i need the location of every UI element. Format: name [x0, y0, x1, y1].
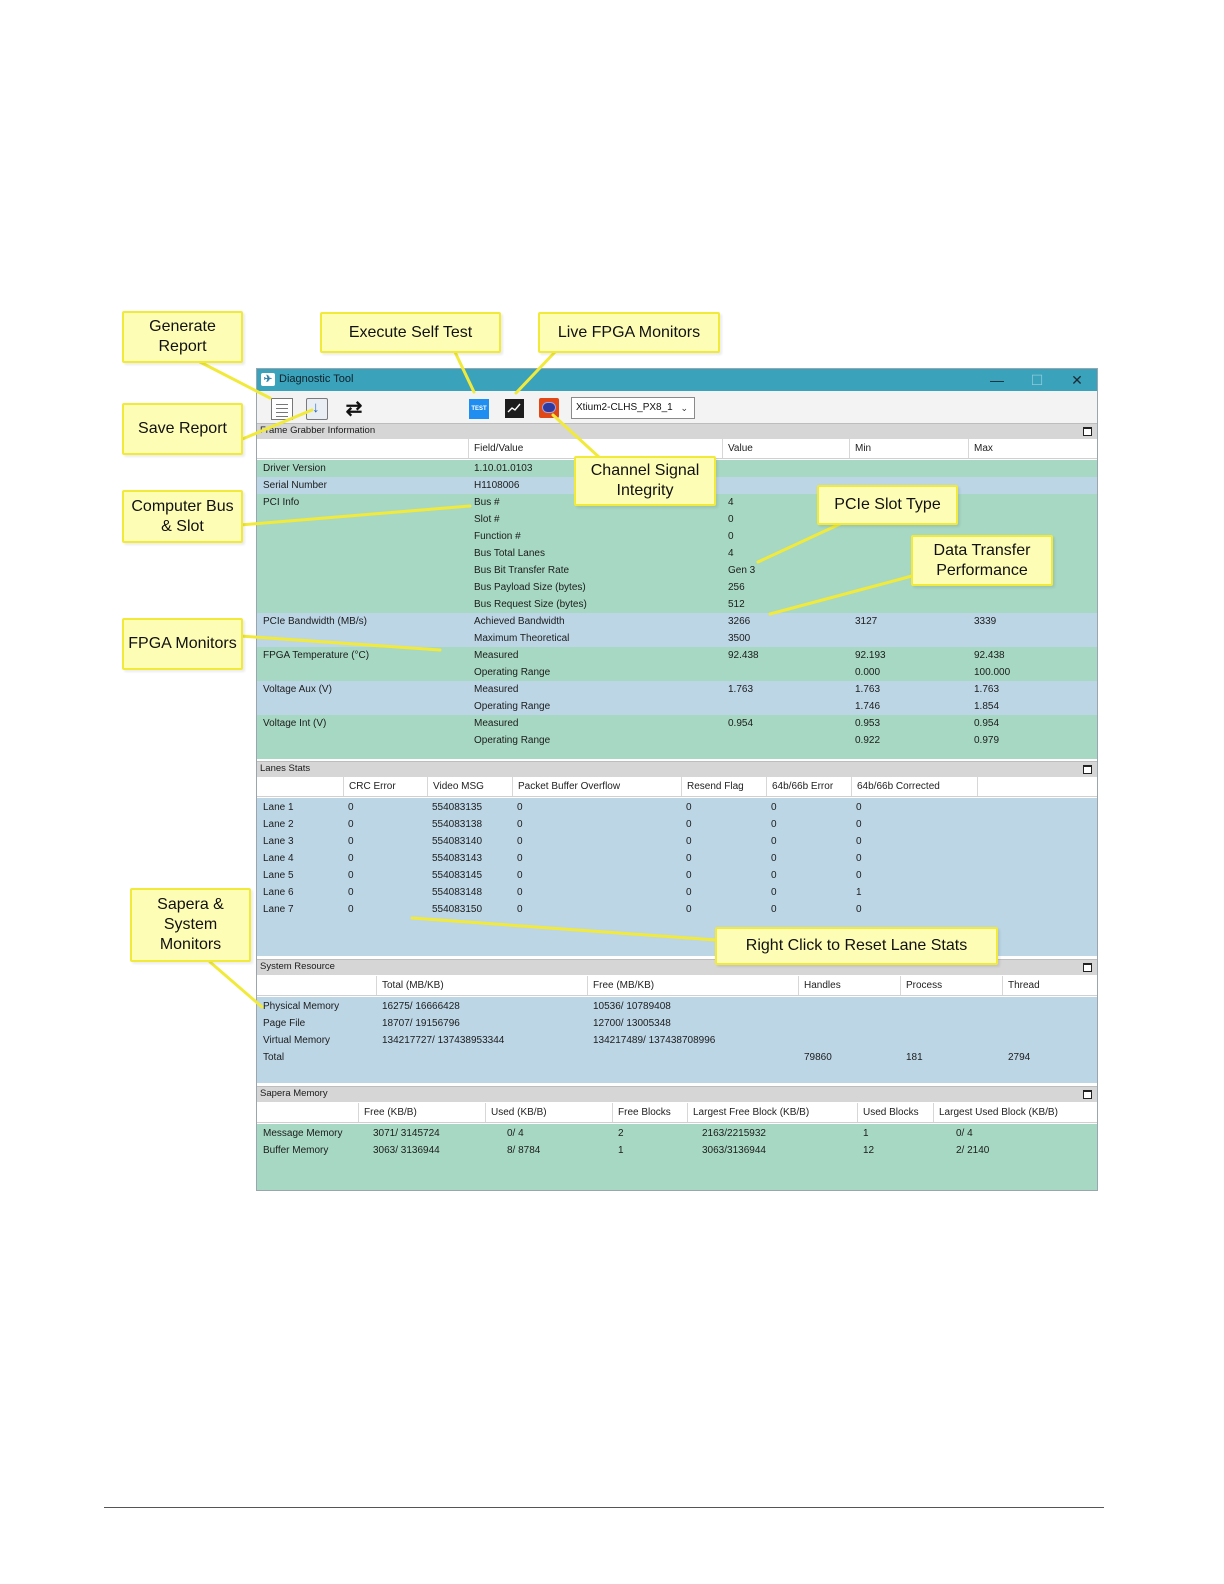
table-cell: Measured	[474, 718, 519, 729]
callout-channel-signal-integrity: Channel Signal Integrity	[574, 456, 716, 506]
table-cell: 256	[728, 582, 745, 593]
table-row	[257, 698, 1097, 715]
callout-data-transfer-performance: Data Transfer Performance	[911, 535, 1053, 586]
section-title: Sapera Memory	[260, 1088, 328, 1099]
lane-row	[257, 884, 1097, 901]
table-cell: Maximum Theoretical	[474, 633, 570, 644]
collapse-icon[interactable]	[1083, 1090, 1092, 1099]
table-cell: 554083148	[432, 887, 483, 898]
lanes-column-header	[257, 777, 1097, 797]
table-cell: 554083135	[432, 802, 483, 813]
table-cell: 1	[863, 1128, 869, 1139]
column-header: Thread	[1002, 976, 1098, 995]
table-cell: 3063/3136944	[702, 1145, 766, 1156]
table-cell: 0	[686, 870, 692, 881]
table-cell: Slot #	[474, 514, 500, 525]
table-cell: Measured	[474, 684, 519, 695]
table-cell: 8/ 8784	[507, 1145, 541, 1156]
table-cell: 0.000	[855, 667, 881, 678]
table-cell: 0	[771, 904, 777, 915]
table-cell: 0	[348, 853, 354, 864]
column-header: Field/Value	[468, 439, 722, 458]
table-cell: 0	[517, 802, 523, 813]
table-cell: 0	[728, 531, 734, 542]
table-cell: 0	[728, 514, 734, 525]
table-cell: 512	[728, 599, 745, 610]
table-cell: Bus Payload Size (bytes)	[474, 582, 586, 593]
callout-execute-self-test: Execute Self Test	[320, 312, 501, 353]
table-cell: 1.763	[974, 684, 1000, 695]
table-row	[257, 613, 1097, 630]
table-cell: Bus Request Size (bytes)	[474, 599, 587, 610]
table-cell: 0/ 4	[507, 1128, 524, 1139]
table-cell: Lane 3	[263, 836, 294, 847]
table-row	[257, 1032, 1097, 1049]
table-cell: Lane 2	[263, 819, 294, 830]
table-cell: 554083145	[432, 870, 483, 881]
column-header	[257, 777, 343, 796]
table-cell: Operating Range	[474, 701, 551, 712]
column-header: Free (KB/B)	[358, 1103, 485, 1122]
table-cell: 92.193	[855, 650, 886, 661]
table-cell: 1	[618, 1145, 624, 1156]
section-title: Lanes Stats	[260, 763, 311, 774]
table-row	[257, 1049, 1097, 1066]
column-header	[257, 439, 468, 458]
sapera-column-header	[257, 1103, 1097, 1123]
table-cell: 3266	[728, 616, 751, 627]
section-title: Frame Grabber Information	[260, 425, 376, 436]
column-header: Video MSG	[427, 777, 512, 796]
table-cell: 12	[863, 1145, 875, 1156]
table-cell: PCI Info	[263, 497, 300, 508]
lane-row	[257, 850, 1097, 867]
column-header: 64b/66b Error	[766, 777, 851, 796]
table-cell: 100.000	[974, 667, 1011, 678]
table-row	[257, 1125, 1097, 1142]
table-cell: 2	[618, 1128, 624, 1139]
table-cell: 0	[771, 836, 777, 847]
table-cell: Total	[263, 1052, 285, 1063]
column-header	[257, 976, 376, 995]
table-cell: 1	[856, 887, 862, 898]
table-cell: Bus #	[474, 497, 500, 508]
table-cell: Measured	[474, 650, 519, 661]
sapera-section-header[interactable]	[257, 1086, 1097, 1102]
table-cell: 0	[517, 870, 523, 881]
signal-integrity-icon[interactable]	[539, 398, 559, 418]
table-cell: 134217727/ 137438953344	[382, 1035, 505, 1046]
table-row	[257, 596, 1097, 613]
column-header: Largest Free Block (KB/B)	[687, 1103, 857, 1122]
callout-live-fpga-monitors: Live FPGA Monitors	[538, 312, 720, 353]
table-cell: Bus Bit Transfer Rate	[474, 565, 570, 576]
table-cell: 0	[348, 836, 354, 847]
callout-save-report: Save Report	[122, 403, 243, 455]
lanes-section-header[interactable]	[257, 761, 1097, 777]
close-button[interactable]: ✕	[1071, 372, 1083, 388]
table-cell: 1.10.01.0103	[474, 463, 533, 474]
table-cell: 0.954	[728, 718, 754, 729]
table-cell: 79860	[804, 1052, 832, 1063]
table-cell: 3063/ 3136944	[373, 1145, 440, 1156]
table-row	[257, 732, 1097, 749]
table-cell: Driver Version	[263, 463, 326, 474]
table-cell: 2/ 2140	[956, 1145, 990, 1156]
column-header: Used (KB/B)	[485, 1103, 612, 1122]
table-cell: 0	[856, 904, 862, 915]
table-cell: Lane 5	[263, 870, 294, 881]
column-header: Total (MB/KB)	[376, 976, 587, 995]
table-cell: 0	[348, 819, 354, 830]
app-logo-icon: ✈	[261, 373, 275, 386]
table-cell: 0	[856, 870, 862, 881]
table-cell: 3071/ 3145724	[373, 1128, 440, 1139]
table-row	[257, 664, 1097, 681]
lane-row	[257, 901, 1097, 918]
table-cell: 0	[686, 802, 692, 813]
device-select[interactable]	[571, 397, 695, 419]
column-header: Min	[849, 439, 968, 458]
column-header: Process	[900, 976, 1002, 995]
callout-reset-lane-stats: Right Click to Reset Lane Stats	[715, 927, 998, 965]
table-row	[257, 681, 1097, 698]
table-cell: Physical Memory	[263, 1001, 340, 1012]
column-header: Free Blocks	[612, 1103, 687, 1122]
table-cell: Message Memory	[263, 1128, 343, 1139]
table-cell: Buffer Memory	[263, 1145, 329, 1156]
column-header: Handles	[798, 976, 900, 995]
column-header	[257, 1103, 358, 1122]
table-cell: 0	[686, 819, 692, 830]
collapse-icon[interactable]	[1083, 963, 1092, 972]
table-cell: 3339	[974, 616, 997, 627]
table-cell: 0	[771, 819, 777, 830]
table-cell: Lane 6	[263, 887, 294, 898]
table-cell: PCIe Bandwidth (MB/s)	[263, 616, 367, 627]
callout-fpga-monitors: FPGA Monitors	[122, 618, 243, 670]
lane-row	[257, 816, 1097, 833]
table-cell: 1.746	[855, 701, 881, 712]
table-row	[257, 998, 1097, 1015]
table-cell: 12700/ 13005348	[593, 1018, 671, 1029]
column-header	[977, 777, 1098, 796]
table-cell: Serial Number	[263, 480, 327, 491]
table-cell: Virtual Memory	[263, 1035, 331, 1046]
column-header: Resend Flag	[681, 777, 766, 796]
title-bar[interactable]	[257, 369, 1097, 391]
table-row	[257, 715, 1097, 732]
table-row	[257, 511, 1097, 528]
callout-computer-bus-slot: Computer Bus & Slot	[122, 490, 243, 543]
table-cell: 0/ 4	[956, 1128, 973, 1139]
table-cell: 2794	[1008, 1052, 1031, 1063]
system-column-header	[257, 976, 1097, 996]
table-cell: 0	[856, 819, 862, 830]
device-select-value: Xtium2-CLHS_PX8_1	[576, 402, 673, 413]
table-cell: 554083150	[432, 904, 483, 915]
table-cell: 92.438	[728, 650, 759, 661]
callout-sapera-system-monitors: Sapera & System Monitors	[130, 888, 251, 962]
table-cell: Operating Range	[474, 667, 551, 678]
maximize-button[interactable]: ☐	[1030, 372, 1044, 388]
table-cell: Bus Total Lanes	[474, 548, 545, 559]
collapse-icon[interactable]	[1083, 765, 1092, 774]
table-cell: 554083143	[432, 853, 483, 864]
table-cell: Page File	[263, 1018, 306, 1029]
table-cell: 18707/ 19156796	[382, 1018, 460, 1029]
table-cell: 0.954	[974, 718, 1000, 729]
table-cell: 0	[686, 853, 692, 864]
table-cell: 0	[517, 819, 523, 830]
table-cell: Voltage Int (V)	[263, 718, 327, 729]
refresh-icon[interactable]: ⇄	[345, 398, 363, 420]
table-cell: 0	[771, 870, 777, 881]
chevron-down-icon: ⌄	[680, 403, 688, 413]
table-cell: 554083140	[432, 836, 483, 847]
column-header: CRC Error	[343, 777, 427, 796]
minimize-button[interactable]: —	[990, 372, 1004, 388]
generate-report-icon[interactable]	[271, 398, 293, 420]
column-header: Largest Used Block (KB/B)	[933, 1103, 1098, 1122]
column-header: Packet Buffer Overflow	[512, 777, 681, 796]
table-cell: FPGA Temperature (°C)	[263, 650, 370, 661]
table-cell: 0	[348, 887, 354, 898]
column-header: 64b/66b Corrected	[851, 777, 977, 796]
table-cell: 3500	[728, 633, 751, 644]
table-cell: 0	[771, 802, 777, 813]
save-report-icon[interactable]	[306, 398, 328, 420]
lane-row	[257, 833, 1097, 850]
table-row	[257, 630, 1097, 647]
table-cell: 4	[728, 548, 734, 559]
table-cell: Function #	[474, 531, 521, 542]
table-filler	[257, 749, 1097, 759]
table-cell: 0	[686, 904, 692, 915]
table-cell: 0.979	[974, 735, 1000, 746]
table-cell: 0	[856, 836, 862, 847]
table-cell: Gen 3	[728, 565, 756, 576]
table-cell: 0	[856, 802, 862, 813]
table-cell: 0	[686, 887, 692, 898]
table-cell: 2163/2215932	[702, 1128, 766, 1139]
table-cell: 1.854	[974, 701, 1000, 712]
table-cell: 0	[348, 904, 354, 915]
table-row	[257, 1142, 1097, 1159]
window-title: Diagnostic Tool	[279, 373, 354, 385]
table-cell: Voltage Aux (V)	[263, 684, 332, 695]
table-row	[257, 1015, 1097, 1032]
frame-grabber-section-header[interactable]	[257, 423, 1097, 439]
table-cell: 0	[771, 887, 777, 898]
table-cell: 0	[771, 853, 777, 864]
table-cell: Operating Range	[474, 735, 551, 746]
table-cell: 134217489/ 137438708996	[593, 1035, 716, 1046]
table-cell: Lane 1	[263, 802, 294, 813]
table-row	[257, 647, 1097, 664]
table-cell: 92.438	[974, 650, 1005, 661]
table-cell: 181	[906, 1052, 923, 1063]
table-cell: H1108006	[474, 480, 520, 491]
collapse-icon[interactable]	[1083, 427, 1092, 436]
lane-row	[257, 867, 1097, 884]
column-header: Max	[968, 439, 1098, 458]
table-cell: 0	[517, 904, 523, 915]
table-cell: 0	[348, 802, 354, 813]
table-cell: 0.922	[855, 735, 881, 746]
table-cell: 1.763	[855, 684, 881, 695]
table-cell: 0	[517, 836, 523, 847]
section-title: System Resource	[260, 961, 335, 972]
self-test-icon[interactable]: TEST	[469, 399, 489, 419]
live-monitor-icon[interactable]	[505, 399, 524, 418]
footer-rule	[104, 1507, 1104, 1508]
table-cell: 554083138	[432, 819, 483, 830]
table-cell: 0.953	[855, 718, 881, 729]
callout-pcie-slot-type: PCIe Slot Type	[817, 485, 958, 525]
table-cell: 0	[348, 870, 354, 881]
table-cell: 16275/ 16666428	[382, 1001, 460, 1012]
table-cell: 0	[856, 853, 862, 864]
table-cell: 10536/ 10789408	[593, 1001, 671, 1012]
table-cell: 4	[728, 497, 734, 508]
lane-row	[257, 799, 1097, 816]
table-cell: Lane 7	[263, 904, 294, 915]
callout-generate-report: Generate Report	[122, 311, 243, 363]
table-cell: Lane 4	[263, 853, 294, 864]
table-cell: 0	[686, 836, 692, 847]
table-cell: 3127	[855, 616, 878, 627]
table-cell: 1.763	[728, 684, 754, 695]
column-header: Free (MB/KB)	[587, 976, 798, 995]
column-header: Used Blocks	[857, 1103, 933, 1122]
column-header: Value	[722, 439, 849, 458]
table-cell: 0	[517, 887, 523, 898]
table-cell: Achieved Bandwidth	[474, 616, 565, 627]
table-cell: 0	[517, 853, 523, 864]
